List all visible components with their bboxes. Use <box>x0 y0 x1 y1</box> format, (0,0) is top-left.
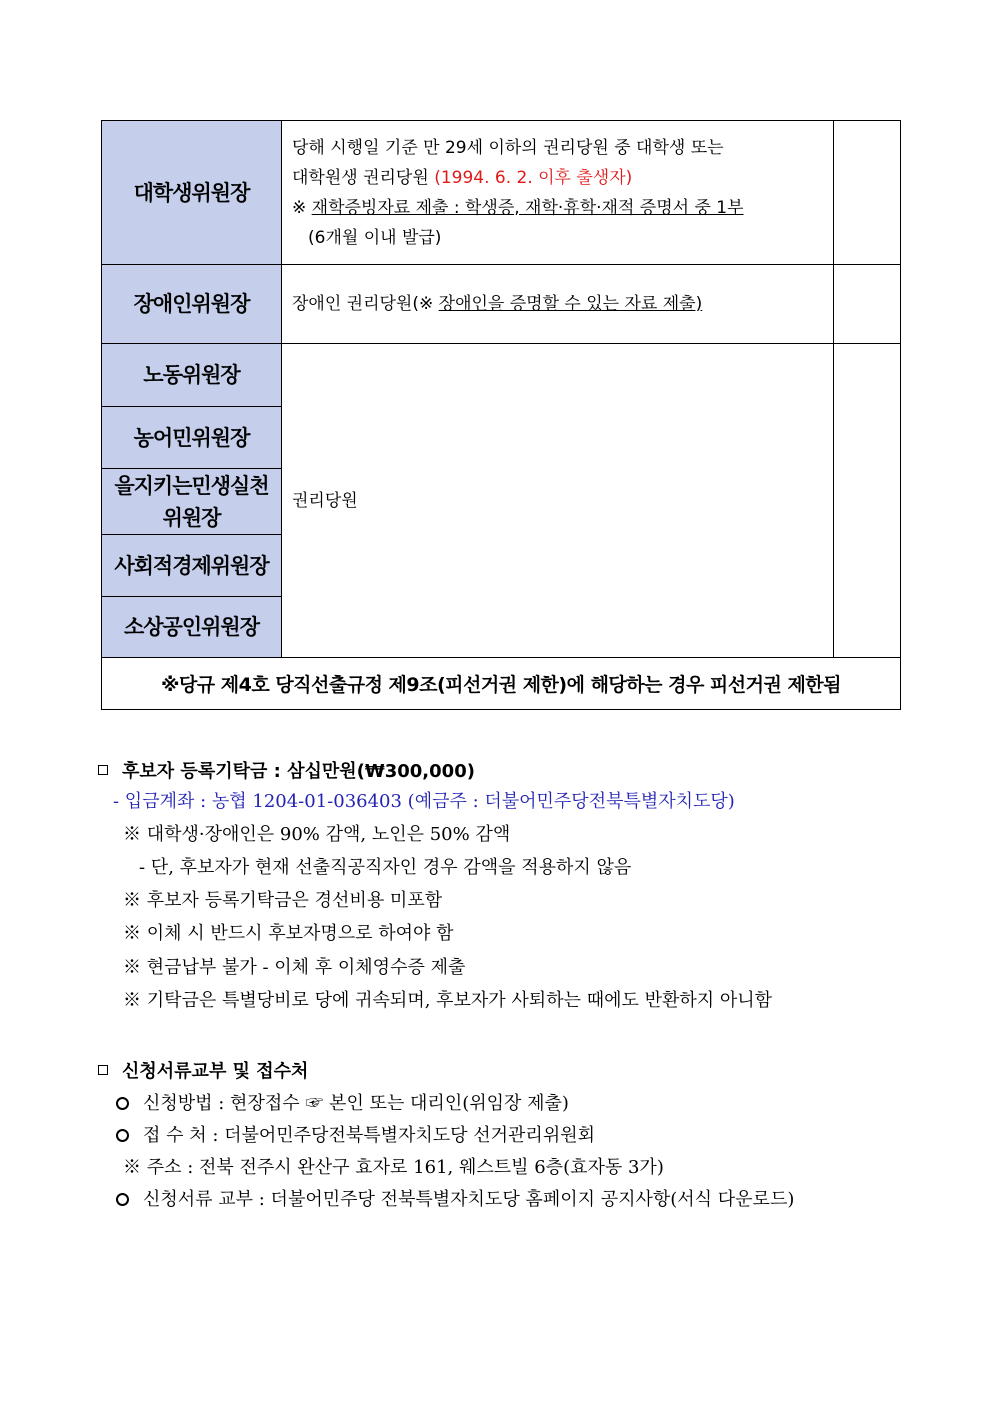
apply-text: 신청서류 교부 : 더불어민주당 전북특별자치도당 홈페이지 공지사항(서식 다운로드) <box>143 1189 795 1210</box>
empty-cell <box>834 265 900 344</box>
row-header-livelihood: 을지키는민생실천 위원장 <box>102 469 282 535</box>
apply-item <box>116 1185 794 1211</box>
apply-item <box>116 1121 595 1147</box>
circle-bullet-icon <box>116 1193 129 1206</box>
empty-cell <box>834 121 900 265</box>
desc-line <box>292 163 823 193</box>
row-header-labor: 노동위원장 <box>102 344 282 407</box>
proof-docs: 재학증빙자료 제출 : 학생증, 재학·휴학·재적 증명서 중 1부 <box>311 197 744 218</box>
apply-address: ※ 주소 : 전북 전주시 완산구 효자로 161, 웨스트빌 6층(효자동 3가) <box>123 1157 664 1178</box>
fee-title: 후보자 등록기탁금 : 삼십만원(₩300,000) <box>122 761 475 782</box>
desc-line: 당해 시행일 기준 만 29세 이하의 권리당원 중 대학생 또는 <box>292 137 724 158</box>
fee-note: ※ 대학생·장애인은 90% 감액, 노인은 50% 감액 <box>123 824 511 845</box>
desc-line <box>292 193 823 223</box>
apply-text: 접 수 처 : 더불어민주당전북특별자치도당 선거관리위원회 <box>143 1125 595 1146</box>
row-header-farmer: 농어민위원장 <box>102 407 282 469</box>
circle-bullet-icon <box>116 1129 129 1142</box>
apply-title: 신청서류교부 및 접수처 <box>122 1061 309 1082</box>
fee-title-row <box>98 757 475 783</box>
fee-note: ※ 기탁금은 특별당비로 당에 귀속되며, 후보자가 사퇴하는 때에도 반환하지 아니함 <box>123 990 773 1011</box>
apply-text: 신청방법 : 현장접수 ☞ 본인 또는 대리인(위임장 제출) <box>143 1093 569 1114</box>
row-header-student: 대학생위원장 <box>102 121 282 265</box>
circle-bullet-icon <box>116 1097 129 1110</box>
row-desc-student <box>282 121 834 265</box>
row-header-small-business: 소상공인위원장 <box>102 597 282 658</box>
apply-title-row <box>98 1057 308 1083</box>
fee-note: - 단, 후보자가 현재 선출직공직자인 경우 감액을 적용하지 않음 <box>139 857 632 878</box>
row-desc-disabled <box>282 265 834 344</box>
desc-line: (6개월 이내 발급) <box>308 227 442 248</box>
checkbox-bullet-icon <box>98 1065 108 1075</box>
birth-condition: (1994. 6. 2. 이후 출생자) <box>434 167 633 188</box>
table-footnote: ※당규 제4호 당직선출규정 제9조(피선거권 제한)에 해당하는 경우 피선거권 제한됨 <box>160 674 842 696</box>
proof-docs: 장애인을 증명할 수 있는 자료 제출) <box>438 294 703 314</box>
fee-account: - 입금계좌 : 농협 1204-01-036403 (예금주 : 더불어민주당전북특별자치도당) <box>113 791 735 812</box>
desc-line: 권리당원 <box>292 490 358 511</box>
desc-line <box>292 289 823 319</box>
fee-note: ※ 이체 시 반드시 후보자명으로 하여야 함 <box>123 923 454 944</box>
fee-section <box>98 757 475 783</box>
note-mark: ※ <box>292 197 312 218</box>
fee-note: ※ 후보자 등록기탁금은 경선비용 미포함 <box>123 890 443 911</box>
desc-text: 대학원생 권리당원 <box>292 167 429 188</box>
apply-item <box>116 1089 569 1115</box>
empty-cell <box>834 344 900 658</box>
checkbox-bullet-icon <box>98 765 108 775</box>
desc-text: 장애인 권리당원(※ <box>292 294 439 314</box>
fee-note: ※ 현금납부 불가 - 이체 후 이체영수증 제출 <box>123 957 466 978</box>
row-header-disabled: 장애인위원장 <box>102 265 282 344</box>
candidate-table <box>101 120 901 710</box>
row-desc-members <box>282 344 834 658</box>
row-header-social-economy: 사회적경제위원장 <box>102 535 282 597</box>
apply-section <box>98 1057 308 1083</box>
